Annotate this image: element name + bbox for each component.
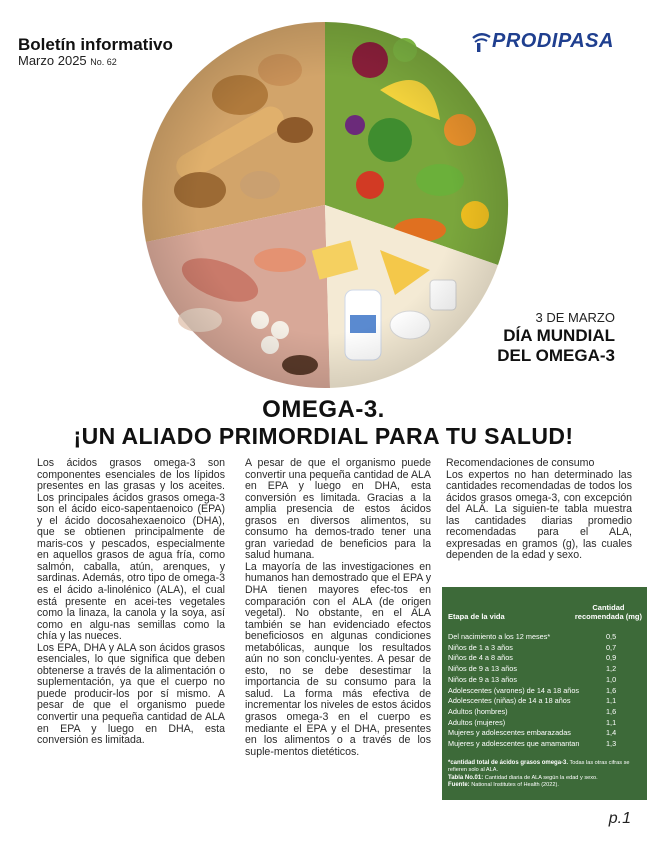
caption-text: Cantidad diaria de ALA según la edad y sexo. [484,774,598,781]
table-cell-value: 0,7 [606,642,617,652]
table-footnote [448,760,642,775]
table-header-quantity-line2: recomendada (mg) [574,612,642,621]
source-bold: Fuente: [448,782,470,789]
table-row [446,718,642,729]
table-row [446,632,642,643]
table-cell-value: 0,9 [606,653,617,663]
table-row [446,696,642,707]
table-notes [446,760,642,790]
table-cell-stage: Niños de 9 a 13 años [448,664,517,674]
table-cell-stage: Niños de 1 a 3 años [448,642,513,652]
article-column-3 [446,458,632,562]
article-column-1 [37,458,225,747]
table-cell-stage: Mujeres y adolescentes que amamantan [448,739,580,749]
bulletin-month: Marzo 2025 [18,53,87,68]
table-cell-value: 1,3 [606,739,617,749]
paragraph: A pesar de que el organismo puede convertir una pequeña cantidad de ALA en EPA y luego en DHA, esta conversión es limitada. Gracias a la amplia presencia de estos ácidos grasos en diversos alimentos, su consumo ha demos-trado tener una gran variedad de beneficios para la salud humana. [245,457,431,562]
headline-line2: ¡UN ALIADO PRIMORDIAL PARA TU SALUD! [73,423,574,449]
logo-text: PRODIPASA [492,30,614,52]
table-cell-stage: Niños de 4 a 8 años [448,653,513,663]
table-row [446,739,642,750]
table-cell-value: 1,6 [606,685,617,695]
table-row [446,653,642,664]
table-cell-value: 1,1 [606,717,617,727]
headline-line1: OMEGA-3. [262,396,385,423]
bulletin-number: No. 62 [90,57,117,67]
event-block [497,310,615,366]
table-caption [448,775,642,783]
table-header [446,593,642,621]
event-date: 3 DE MARZO [535,310,615,325]
table-row [446,728,642,739]
section-heading: Recomendaciones de consumo [446,457,595,469]
table-cell-value: 1,4 [606,728,617,738]
page-number: p.1 [608,810,631,827]
table-cell-stage: Del nacimiento a los 12 meses* [448,632,551,641]
table-cell-stage: Adolescentes (varones) de 14 a 18 años [448,685,580,695]
table-cell-value: 1,1 [606,696,617,706]
table-cell-stage: Adultos (hombres) [448,706,508,716]
table-cell-stage: Adultos (mujeres) [448,717,506,727]
bulletin-title: Boletín informativo [18,35,173,54]
table-row [446,686,642,697]
table-cell-value: 1,6 [606,706,617,716]
ala-recommendation-table [442,587,647,800]
table-row [446,664,642,675]
table-cell-value: 0,5 [606,632,617,641]
paragraph: La mayoría de las investigaciones en humanos han demostrado que el EPA y DHA tienen mayores efec-tos en comparación con el ALA (de origen vegetal). No obstante, en el ALA también se han evidenciado efectos beneficiosos en algunas condiciones metabólicas, aunque los resultados aún no son conclu-yentes. A pesar de esto, no se debe desestimar la importancia de su consumo para la salud. La forma más efectiva de incrementar los niveles de estos ácidos grasos omega-3 en el cuerpo es mediante el EPA y el DHA, presentes en los alimentos o a través de los suple-mentos dietéticos. [245,560,431,758]
table-header-quantity [575,603,642,621]
event-title-line2: DEL OMEGA-3 [497,346,615,365]
table-source [448,782,642,790]
source-text: National Institutes of Health (2022). [471,782,559,789]
footnote-text: Todas las otras cifras se refieren solo al ALA. [448,759,630,774]
table-cell-stage: Mujeres y adolescentes embarazadas [448,728,571,738]
table-body [446,632,642,750]
caption-bold: Tabla No.01: [448,774,484,781]
table-header-quantity-line1: Cantidad [592,603,625,612]
table-cell-stage: Niños de 9 a 13 años [448,674,517,684]
table-cell-value: 1,2 [606,664,617,674]
article-column-2 [245,458,431,758]
headline [0,396,647,450]
table-row [446,675,642,686]
paragraph: Los ácidos grasos omega-3 son componentes esenciales de los lípidos presentes en las grasas y los aceites. Los principales ácidos grasos omega-3 son el ácido eico-sapentaenoico (EPA) y el ácido docosahexaenoico (DHA), que se obtienen principalmente de maris-cos y pescados, especialmente en aquellos grasos de agua fría, como salmón, caballa, atún, arenques, y sardinas. Además, otro tipo de omega-3 es el ácido a-linolénico (ALA), el cual está presente en acei-tes vegetales como la linaza, la canola y la soya, así como en algu-nas semillas como la chía y las nueces. [37,457,225,643]
table-row [446,707,642,718]
table-cell-stage: Adolescentes (niñas) de 14 a 18 años [448,696,571,706]
table-row [446,643,642,654]
footnote-bold: *cantidad total de ácidos grasos omega-3. [448,759,569,766]
table-cell-value: 1,0 [606,674,617,684]
paragraph: Los expertos no han determinado las cantidades recomendadas de todos los ácidos grasos omega-3, con excepción del ALA. La siguien-te tabla muestra las cantidades diarias promedio recomendadas para el ALA, expresadas en gramos (g), las cuales dependen de la edad y sexo. [446,468,632,562]
event-title-line1: DÍA MUNDIAL [503,326,615,345]
table-header-stage: Etapa de la vida [448,612,505,621]
paragraph: Los EPA, DHA y ALA son ácidos grasos esenciales, lo que significa que deben obtenerse a través de la alimentación o suplementación, ya que el cuerpo no puede producir-los por sí mismo. A pesar de que el organismo puede convertir una pequeña cantidad de ALA en EPA y luego en DHA, esta conversión es limitada. [37,641,225,747]
food-wheel-illustration [140,20,510,390]
